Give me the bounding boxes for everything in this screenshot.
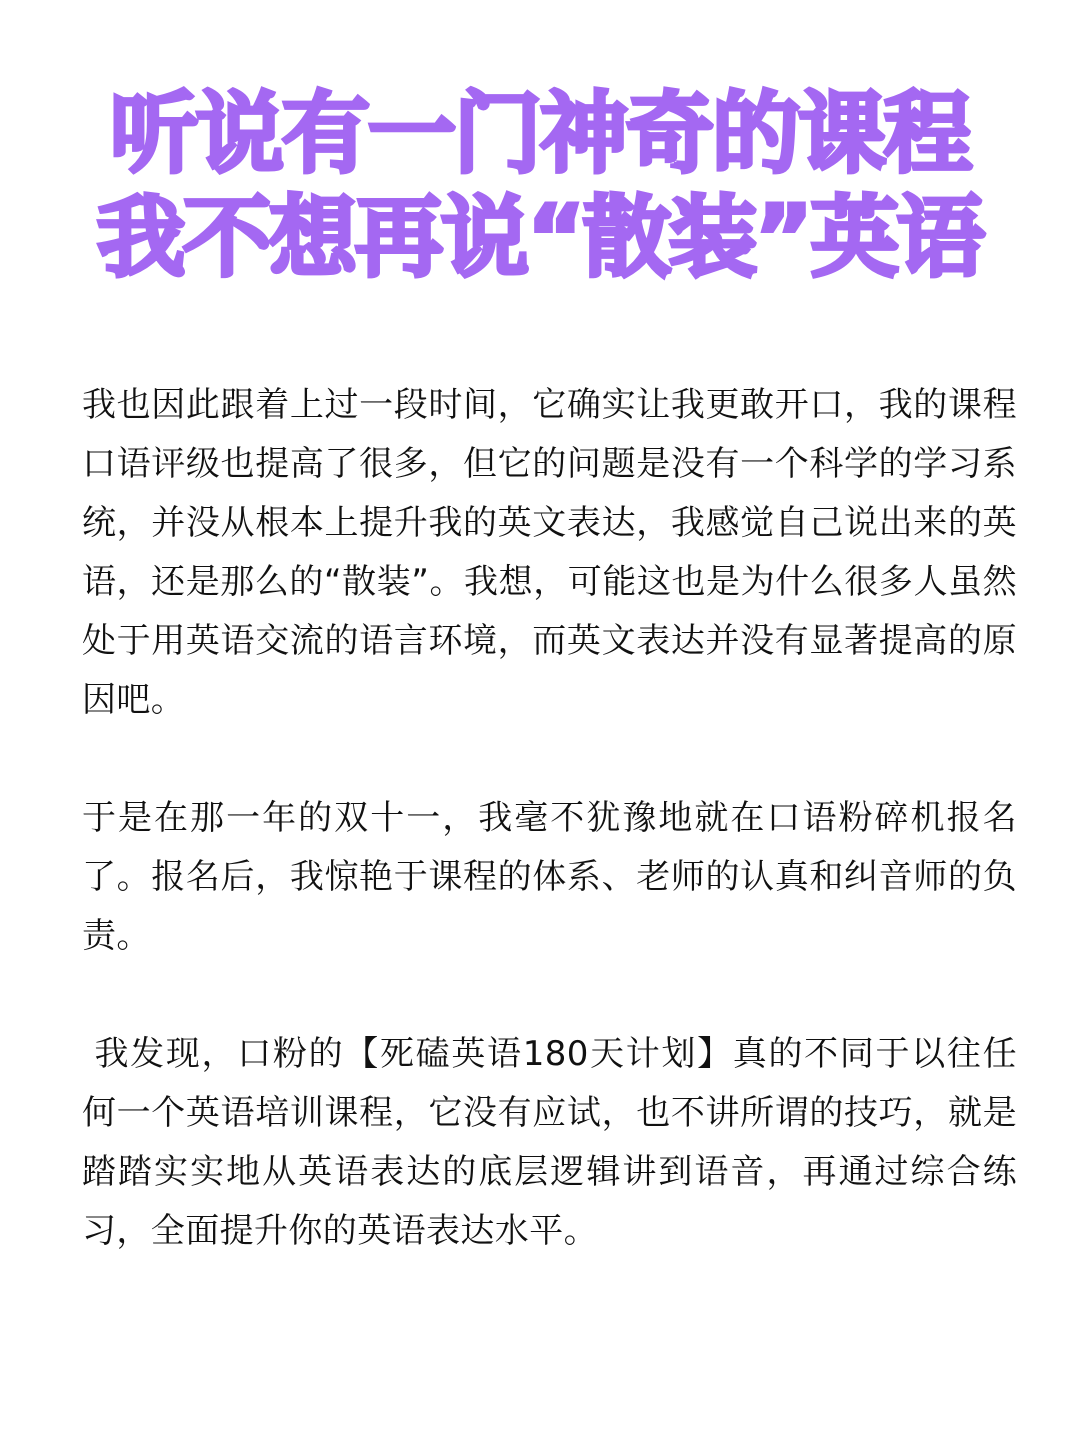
paragraph-2: 于是在那一年的双十一，我毫不犹豫地就在口语粉碎机报名了。报名后，我惊艳于课程的体系、老师的认真和纠音师的负责。 <box>82 798 1017 956</box>
paragraph-3: 我发现，口粉的【死磕英语180天计划】真的不同于以往任何一个英语培训课程，它没有应试，也不讲所谓的技巧，就是踏踏实实地从英语表达的底层逻辑讲到语音，再通过综合练习，全面提升你的英语表达水平。 <box>82 1034 1017 1251</box>
article-body <box>82 376 1017 1261</box>
paragraph-1: 我也因此跟着上过一段时间，它确实让我更敢开口，我的课程口语评级也提高了很多，但它的问题是没有一个科学的学习系统，并没从根本上提升我的英文表达，我感觉自己说出来的英语，还是那么的“散装”。我想，可能这也是为什么很多人虽然处于用英语交流的语言环境，而英文表达并没有显著提高的原因吧。 <box>82 385 1017 720</box>
title-line-2: 我不想再说“散装”英语 <box>97 186 983 289</box>
title-line-1: 听说有一门神奇的课程 <box>109 82 970 185</box>
title-block <box>0 82 1080 290</box>
